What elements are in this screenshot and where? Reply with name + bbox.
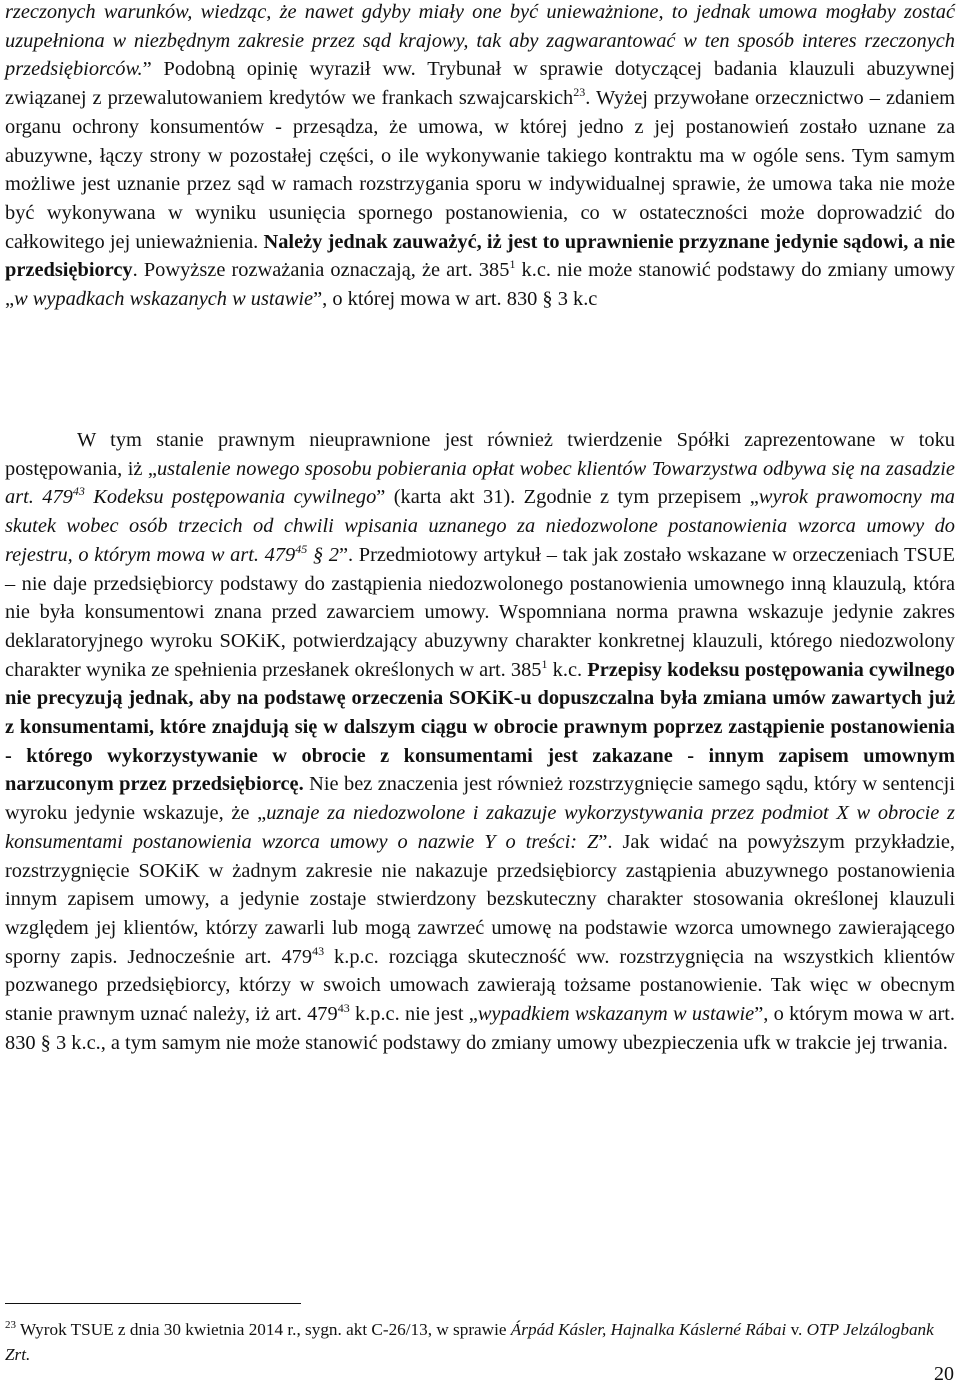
paragraph-main xyxy=(5,426,955,1057)
footnote-italic: OTP Jelzálogbank Zrt. xyxy=(5,1320,934,1364)
text: k.p.c. nie jest „ xyxy=(349,1003,478,1026)
text-italic: rzeczonych warunków, wiedząc, że nawet gdyby miały one być unieważnione, to jednak umowa mogłaby zostać uzupełniona w niezbędnym zakresie przez sąd krajowy, tak aby zagwarantować w ten sposób interes rzeczonych przedsiębiorców. xyxy=(5,1,955,81)
text: . Wyżej przywołane orzecznictwo – zdaniem organu ochrony konsumentów - przesądza, że umowa, w której jedno z jej postanowień zostało uznane za abuzywne, łączy strony w pozostałej części, o ile wykonywanie takiego kontraktu ma w ogóle sens. Tym samym możliwe jest uznanie przez sąd w ramach rozstrzygania sporu w indywidualnej sprawie, że umowa taka nie może być wykonywana w wyniku usunięcia spornego postanowienia, co w ostateczności może doprowadzić do całkowitego jej unieważnienia. xyxy=(5,87,956,253)
text: ”. Przedmiotowy artykuł – tak jak zostało wskazane w orzeczeniach TSUE – nie daje przedsiębiorcy podstawy do zastąpienia niedozwolonego postanowienia umownego inną klauzulą, która nie była konsumentowi znana przed zawarciem umowy. Wspomniana norma prawna wskazuje jedynie zakres deklaratoryjnego wyroku SOKiK, potwierdzający abuzywny charakter konkretnej klauzuli, którego niedozwolony charakter wynika ze spełnienia przesłanek określonych w art. 385 xyxy=(5,543,955,681)
text-italic: w wypadkach wskazanych w ustawie xyxy=(14,288,314,311)
superscript: 43 xyxy=(337,1001,350,1016)
text: ”, o którym mowa w art. 830 § 3 k.c., a tym samym nie może stanowić podstawy do zmiany umowy ubezpieczenia ufk w trakcie jej trwania. xyxy=(5,1003,955,1054)
text-italic: wypadkiem wskazanym w ustawie xyxy=(477,1003,755,1026)
footnote-text: v. xyxy=(786,1320,807,1339)
footnote-separator xyxy=(5,1303,301,1304)
footnote-ref: 23 xyxy=(573,85,586,100)
superscript: 1 xyxy=(509,257,516,272)
footnote-text: Wyrok TSUE z dnia 30 kwietnia 2014 r., sygn. akt C-26/13, w sprawie xyxy=(16,1320,511,1339)
text-italic: Kodeksu postępowania cywilnego xyxy=(84,486,377,509)
text: k.c. nie może stanowić podstawy do zmiany umowy „ xyxy=(5,259,955,311)
page-number: 20 xyxy=(934,1363,954,1385)
superscript: 43 xyxy=(312,943,325,958)
footnote-italic: Árpád Kásler, Hajnalka Káslerné Rábai xyxy=(510,1320,787,1339)
text: W tym stanie prawnym nieuprawnione jest również twierdzenie Spółki zaprezentowane w toku postępowania, iż „ xyxy=(5,429,955,480)
text-bold: Należy jednak zauważyć, iż jest to uprawnienie przyznane jedynie sądowi, a nie przedsiębiorcy xyxy=(5,230,955,282)
footnote-number: 23 xyxy=(5,1319,16,1331)
text: k.p.c. rozciąga skuteczność ww. rozstrzygnięcia na wszystkich klientów pozwanego przedsiębiorcy, którzy w swoich umowach zawierają tożsame postanowienie. Tak więc w obecnym stanie prawnym uznać należy, iż art. 479 xyxy=(5,945,955,1026)
text-italic: uznaje za niedozwolone i zakazuje wykorzystywania przez podmiot X w obrocie z konsumentami postanowienia wzorca umowy o nazwie Y o treści: Z xyxy=(5,802,955,853)
text-italic: wyrok prawomocny ma skutek wobec osób trzecich od chwili wpisania uznanego za niedozwolone postanowienia wzorca umowy do rejestru, o którym mowa w art. 479 xyxy=(5,486,955,566)
superscript: 1 xyxy=(541,656,548,671)
text: ”. Jak widać na powyższym przykładzie, rozstrzygnięcie SOKiK w żadnym zakresie nie nakazuje przedsiębiorcy zastąpienia abuzywnego postanowienia innym zapisem umowy, a jedynie zostaje stwierdzony bezskuteczny charakter stosowania określonej klauzuli względem jej klientów, którzy zawarli lub mogą zawrzeć umowę na podstawie wzorca umownego zawierającego sporny zapis. Jednocześnie art. 479 xyxy=(5,830,955,968)
superscript: 43 xyxy=(72,484,85,499)
footnote xyxy=(5,1318,955,1367)
superscript: 45 xyxy=(295,541,308,556)
text: ”, o której mowa w art. 830 § 3 k.c xyxy=(313,288,598,311)
text: ” Podobną opinię wyraził ww. Trybunał w sprawie dotyczącej badania klauzuli abuzywnej związanej z przewalutowaniem kredytów we frankach szwajcarskich xyxy=(5,58,955,110)
text: . Powyższe rozważania oznaczają, że art. 385 xyxy=(132,259,510,282)
text: Nie bez znaczenia jest również rozstrzygnięcie samego sądu, który w sentencji wyroku jedynie wskazuje, że „ xyxy=(5,773,956,825)
text: k.c. xyxy=(547,658,588,681)
paragraph-continued xyxy=(5,0,955,314)
text-italic: ustalenie nowego sposobu pobierania opłat wobec klientów Towarzystwa odbywa się na zasadzie art. 479 xyxy=(5,457,955,509)
text-italic: § 2 xyxy=(307,543,339,566)
text-bold: Przepisy kodeksu postępowania cywilnego nie precyzują jednak, aby na podstawę orzeczenia SOKiK-u dopuszczalna była zmiana umów zawartych już z konsumentami, które znajdują się w dalszym ciągu w obrocie prawnym poprzez zastąpienie postanowienia - którego wykorzystywanie w obrocie z konsumentami jest zakazane - innym zapisem umownym narzuconym przez przedsiębiorcę. xyxy=(5,658,956,796)
text: ” (karta akt 31). Zgodnie z tym przepisem „ xyxy=(376,486,759,509)
